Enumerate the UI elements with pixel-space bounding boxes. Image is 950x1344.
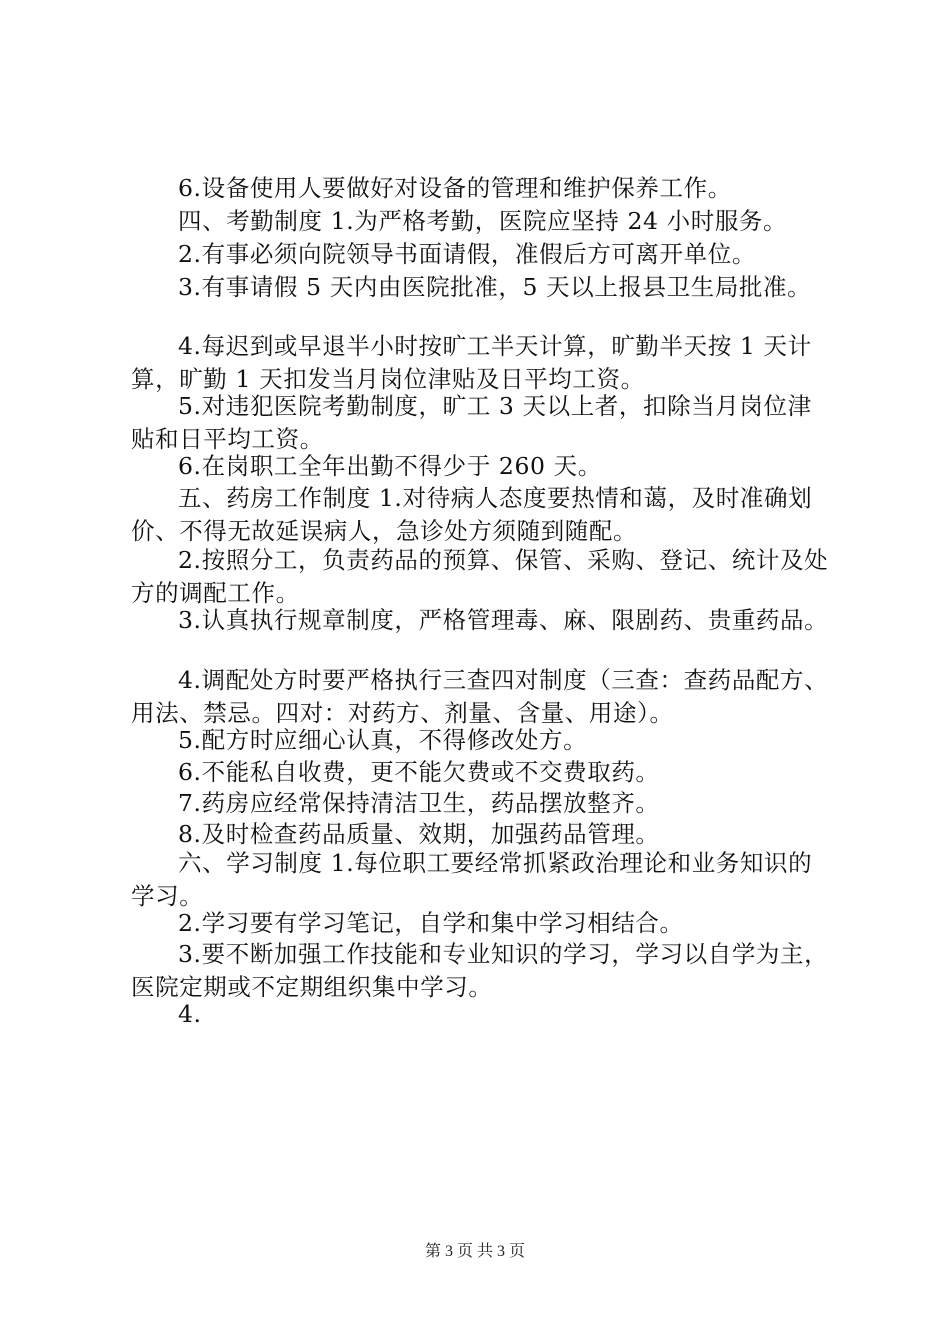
paragraph: 6.在岗职工全年出勤不得少于 260 天。 (178, 452, 602, 480)
paragraph: 3.认真执行规章制度，严格管理毒、麻、限剧药、贵重药品。 (178, 606, 829, 634)
paragraph: 8.及时检查药品质量、效期，加强药品管理。 (178, 820, 660, 848)
paragraph: 4.调配处方时要严格执行三查四对制度（三查：查药品配方、用法、禁忌。四对：对药方、剂量、含量、用途）。 (131, 666, 829, 727)
paragraph: 3.有事请假 5 天内由医院批准，5 天以上报县卫生局批准。 (178, 273, 812, 301)
paragraph: 6.设备使用人要做好对设备的管理和维护保养工作。 (178, 174, 732, 202)
paragraph: 五、药房工作制度 1.对待病人态度要热情和蔼，及时准确划价、不得无故延误病人，急诊处方须随到随配。 (131, 484, 813, 545)
paragraph: 四、考勤制度 1.为严格考勤，医院应坚持 24 小时服务。 (178, 207, 788, 235)
paragraph: 4. (178, 1000, 202, 1028)
page-footer: 第 3 页 共 3 页 (424, 1243, 525, 1260)
paragraph: 4.每迟到或早退半小时按旷工半天计算，旷勤半天按 1 天计算，旷勤 1 天扣发当月岗位津贴及日平均工资。 (131, 332, 812, 393)
paragraph: 7.药房应经常保持清洁卫生，药品摆放整齐。 (178, 789, 660, 817)
paragraph: 六、学习制度 1.每位职工要经常抓紧政治理论和业务知识的学习。 (131, 849, 813, 910)
paragraph: 3.要不断加强工作技能和专业知识的学习，学习以自学为主，医院定期或不定期组织集中学习。 (131, 940, 829, 1001)
paragraph: 2.学习要有学习笔记，自学和集中学习相结合。 (178, 909, 684, 937)
paragraph: 2.按照分工，负责药品的预算、保管、采购、登记、统计及处方的调配工作。 (131, 546, 829, 607)
paragraph: 5.对违犯医院考勤制度，旷工 3 天以上者，扣除当月岗位津贴和日平均工资。 (131, 392, 812, 453)
paragraph: 6.不能私自收费，更不能欠费或不交费取药。 (178, 758, 660, 786)
paragraph: 2.有事必须向院领导书面请假，准假后方可离开单位。 (178, 240, 756, 268)
paragraph: 5.配方时应细心认真，不得修改处方。 (178, 726, 588, 754)
